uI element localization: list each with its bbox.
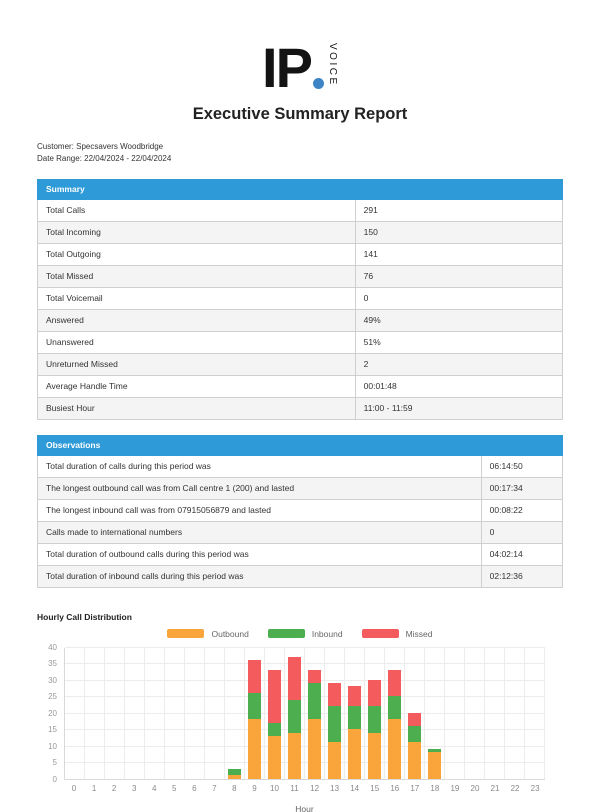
row-label: The longest outbound call was from Call centre 1 (200) and lasted	[38, 477, 482, 499]
logo-vertical-text: VOICE	[326, 43, 338, 87]
y-tick-label: 40	[48, 642, 57, 652]
legend-swatch	[268, 629, 305, 638]
gridline	[65, 696, 545, 697]
bar-segment-outbound	[228, 775, 241, 778]
x-tick-label: 5	[172, 783, 177, 793]
bar-segment-outbound	[248, 719, 261, 778]
bar-segment-outbound	[408, 742, 421, 778]
row-label: Total Voicemail	[38, 287, 356, 309]
summary-header-row	[38, 179, 563, 199]
stacked-bar	[388, 670, 401, 779]
bar-segment-inbound	[408, 726, 421, 743]
x-tick-label: 7	[212, 783, 217, 793]
row-value: 76	[355, 265, 562, 287]
x-tick-label: 16	[390, 783, 400, 793]
legend-swatch	[167, 629, 204, 638]
table-row	[38, 565, 563, 587]
bar-segment-missed	[248, 660, 261, 693]
row-label: Total duration of calls during this period was	[38, 455, 482, 477]
x-tick-label: 14	[350, 783, 360, 793]
bar-segment-inbound	[308, 683, 321, 719]
row-label: Unanswered	[38, 331, 356, 353]
report-meta	[37, 141, 600, 166]
chart-y-axis	[38, 642, 64, 784]
table-row	[38, 477, 563, 499]
legend-item-missed	[362, 629, 433, 639]
bar-segment-outbound	[388, 719, 401, 778]
bar-segment-inbound	[388, 696, 401, 719]
x-tick-label: 8	[232, 783, 237, 793]
row-label: The longest inbound call was from 07915056879 and lasted	[38, 499, 482, 521]
bar-segment-inbound	[368, 706, 381, 732]
stacked-bar	[348, 686, 361, 778]
row-value: 141	[355, 243, 562, 265]
table-row	[38, 199, 563, 221]
bar-segment-outbound	[328, 742, 341, 778]
x-tick-label: 9	[252, 783, 257, 793]
bar-segment-missed	[288, 657, 301, 700]
stacked-bar	[288, 657, 301, 779]
x-tick-label: 12	[310, 783, 320, 793]
row-value: 0	[481, 521, 562, 543]
bar-segment-outbound	[348, 729, 361, 779]
observations-header-row	[38, 435, 563, 455]
row-value: 00:01:48	[355, 375, 562, 397]
bar-segment-inbound	[328, 706, 341, 742]
row-value: 150	[355, 221, 562, 243]
x-tick-label: 15	[370, 783, 380, 793]
row-label: Total Missed	[38, 265, 356, 287]
legend-label: Outbound	[211, 628, 249, 639]
row-label: Unreturned Missed	[38, 353, 356, 375]
table-row	[38, 543, 563, 565]
row-value: 11:00 - 11:59	[355, 397, 562, 419]
x-tick-label: 0	[71, 783, 77, 793]
x-tick-label: 1	[91, 783, 97, 793]
x-tick-label: 18	[430, 783, 440, 793]
table-row	[38, 309, 563, 331]
table-row	[38, 243, 563, 265]
chart-plot	[64, 648, 545, 780]
chart	[38, 642, 600, 812]
chart-x-axis	[64, 784, 545, 793]
table-row	[38, 221, 563, 243]
row-value: 49%	[355, 309, 562, 331]
table-row	[38, 499, 563, 521]
bar-segment-inbound	[348, 706, 361, 729]
chart-title: Hourly Call Distribution	[37, 611, 132, 622]
legend-item-inbound	[268, 629, 343, 639]
row-value: 51%	[355, 331, 562, 353]
logo	[0, 0, 600, 100]
row-value: 0	[355, 287, 562, 309]
y-tick-label: 0	[52, 774, 57, 784]
logo-text: IP	[262, 36, 311, 100]
stacked-bar	[268, 670, 281, 779]
chart-plot-area	[64, 648, 545, 812]
table-row	[38, 397, 563, 419]
x-tick-label: 3	[131, 783, 137, 793]
row-label: Total Calls	[38, 199, 356, 221]
row-value: 06:14:50	[481, 455, 562, 477]
x-tick-label: 6	[192, 783, 197, 793]
bar-segment-missed	[328, 683, 341, 706]
table-row	[38, 265, 563, 287]
legend-item-outbound	[167, 629, 248, 639]
x-tick-label: 19	[450, 783, 460, 793]
gridline	[65, 663, 545, 664]
row-label: Total duration of inbound calls during this period was	[38, 565, 482, 587]
gridline	[65, 762, 545, 763]
bar-segment-outbound	[368, 733, 381, 779]
row-value: 02:12:36	[481, 565, 562, 587]
bar-segment-outbound	[308, 719, 321, 778]
bar-segment-outbound	[268, 736, 281, 779]
chart-x-title: Hour	[295, 803, 314, 812]
logo-dot-icon	[313, 78, 324, 89]
gridline	[65, 647, 545, 648]
gridline	[65, 746, 545, 747]
legend-label: Missed	[405, 628, 433, 639]
y-tick-label: 25	[48, 692, 57, 702]
row-label: Busiest Hour	[38, 397, 356, 419]
bar-segment-outbound	[428, 752, 441, 778]
stacked-bar	[428, 749, 441, 779]
row-label: Calls made to international numbers	[38, 521, 482, 543]
summary-header: Summary	[38, 179, 356, 199]
stacked-bar	[328, 683, 341, 779]
gridline	[65, 713, 545, 714]
bar-segment-missed	[268, 670, 281, 723]
bar-segment-missed	[388, 670, 401, 696]
bar-segment-inbound	[288, 700, 301, 733]
x-tick-label: 4	[151, 783, 157, 793]
table-row	[38, 375, 563, 397]
y-tick-label: 35	[48, 659, 57, 669]
x-tick-label: 13	[330, 783, 340, 793]
bar-segment-missed	[308, 670, 321, 683]
row-value: 00:17:34	[481, 477, 562, 499]
stacked-bar	[368, 680, 381, 779]
y-tick-label: 15	[48, 725, 57, 735]
row-value: 00:08:22	[481, 499, 562, 521]
gridline	[65, 729, 545, 730]
table-row	[38, 521, 563, 543]
legend-swatch	[362, 629, 399, 638]
observations-table	[37, 435, 563, 588]
stacked-bar	[408, 713, 421, 779]
bar-segment-missed	[348, 686, 361, 706]
row-value: 2	[355, 353, 562, 375]
row-label: Average Handle Time	[38, 375, 356, 397]
x-tick-label: 22	[510, 783, 520, 793]
y-tick-label: 30	[48, 675, 57, 685]
stacked-bar	[248, 660, 261, 779]
summary-header-spacer	[355, 179, 562, 199]
bar-segment-inbound	[248, 693, 261, 719]
y-tick-label: 20	[48, 708, 57, 718]
summary-table	[37, 179, 563, 420]
row-label: Total duration of outbound calls during this period was	[38, 543, 482, 565]
table-row	[38, 331, 563, 353]
legend-label: Inbound	[311, 628, 343, 639]
x-tick-label: 10	[270, 783, 279, 793]
customer-line: Customer: Specsavers Woodbridge	[37, 142, 164, 151]
bar-segment-missed	[368, 680, 381, 706]
row-value: 04:02:14	[481, 543, 562, 565]
stacked-bar	[228, 769, 241, 779]
row-value: 291	[355, 199, 562, 221]
x-tick-label: 20	[470, 783, 480, 793]
row-label: Answered	[38, 309, 356, 331]
x-tick-label: 11	[290, 783, 299, 793]
table-row	[38, 287, 563, 309]
x-tick-label: 2	[111, 783, 117, 793]
row-label: Total Incoming	[38, 221, 356, 243]
date-range-line: Date Range: 22/04/2024 - 22/04/2024	[37, 154, 172, 164]
bar-segment-missed	[408, 713, 421, 726]
x-tick-label: 23	[530, 783, 540, 793]
stacked-bar	[308, 670, 321, 779]
y-tick-label: 10	[48, 741, 57, 751]
bar-segment-inbound	[228, 769, 241, 776]
y-tick-label: 5	[52, 758, 57, 768]
bar-segment-inbound	[268, 723, 281, 736]
table-row	[38, 455, 563, 477]
table-row	[38, 353, 563, 375]
observations-header-spacer	[481, 435, 562, 455]
x-tick-label: 17	[410, 783, 420, 793]
bar-segment-outbound	[288, 733, 301, 779]
observations-header: Observations	[38, 435, 482, 455]
row-label: Total Outgoing	[38, 243, 356, 265]
chart-legend	[0, 629, 600, 639]
x-tick-label: 21	[490, 783, 500, 793]
page-title: Executive Summary Report	[192, 105, 408, 123]
gridline	[65, 680, 545, 681]
